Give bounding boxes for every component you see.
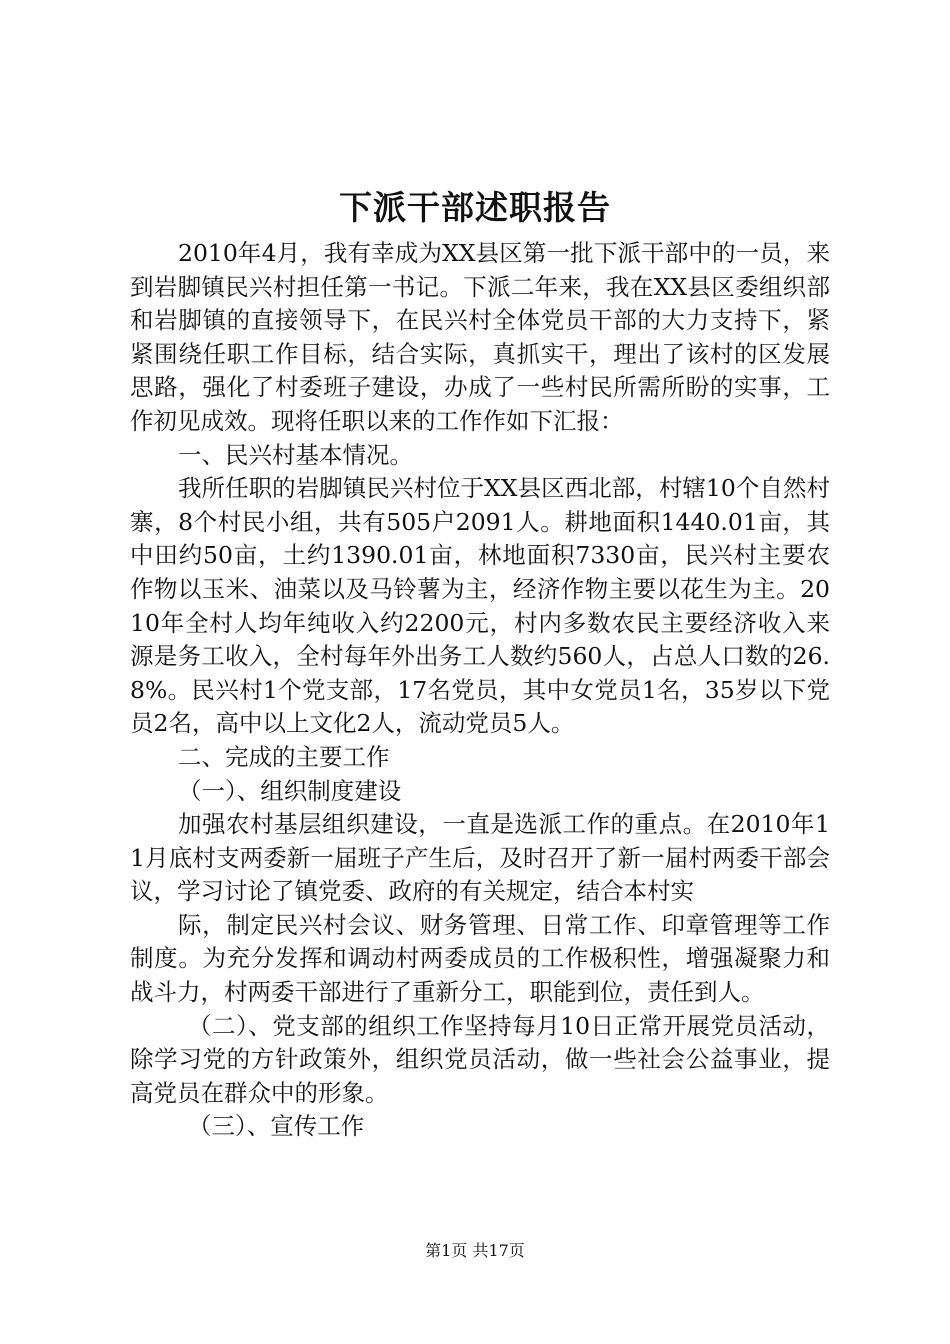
document-body — [130, 237, 830, 1144]
subsection-heading-organization: （一）、组织制度建设 — [178, 776, 402, 805]
paragraph-intro: 2010年4月，我有幸成为XX县区第一批下派干部中的一员，来到岩脚镇民兴村担任第一书记。下派二年来，我在XX县区委组织部和岩脚镇的直接领导下，在民兴村全体党员干部的大力支持下，紧紧围绕任职工作目标，结合实际，真抓实干，理出了该村的区发展思路，强化了村委班子建设，办成了一些村民所需所盼的实事，工作初见成效。现将任职以来的工作作如下汇报： — [130, 239, 830, 435]
section-heading-main-work: 二、完成的主要工作 — [178, 742, 390, 771]
subsection-heading-publicity: （三）、宣传工作 — [188, 1112, 365, 1141]
paragraph-organization-2: 际，制定民兴村会议、财务管理、日常工作、印章管理等工作制度。为充分发挥和调动村两委成员的工作极积性，增强凝聚力和战斗力，村两委干部进行了重新分工，职能到位，责任到人。 — [130, 910, 830, 1007]
paragraph-village-info: 我所任职的岩脚镇民兴村位于XX县区西北部，村辖10个自然村寨，8个村民小组，共有505户2091人。耕地面积1440.01亩，其中田约50亩，土约1390.01亩，林地面积7330亩，民兴村主要农作物以玉米、油菜以及马铃薯为主，经济作物主要以花生为主。2010年全村人均年纯收入约2200元，村内多数农民主要经济收入来源是务工收入，全村每年外出务工人数约560人，占总人口数的26.8%。民兴村1个党支部，17名党员，其中女党员1名，35岁以下党员2名，高中以上文化2人，流动党员5人。 — [130, 474, 830, 738]
section-heading-basic-info: 一、民兴村基本情况。 — [178, 440, 413, 469]
paragraph-party-branch: （二）、党支部的组织工作坚持每月10日正常开展党员活动，除学习党的方针政策外，组织党员活动，做一些社会公益事业，提高党员在群众中的形象。 — [130, 1011, 830, 1107]
page-footer: 第1页 共17页 — [425, 1241, 525, 1260]
paragraph-organization-1: 加强农村基层组织建设，一直是选派工作的重点。在2010年11月底村支两委新一届班子产生后，及时召开了新一届村两委干部会议，学习讨论了镇党委、政府的有关规定，结合本村实 — [130, 810, 830, 906]
document-title: 下派干部述职报告 — [339, 188, 611, 227]
